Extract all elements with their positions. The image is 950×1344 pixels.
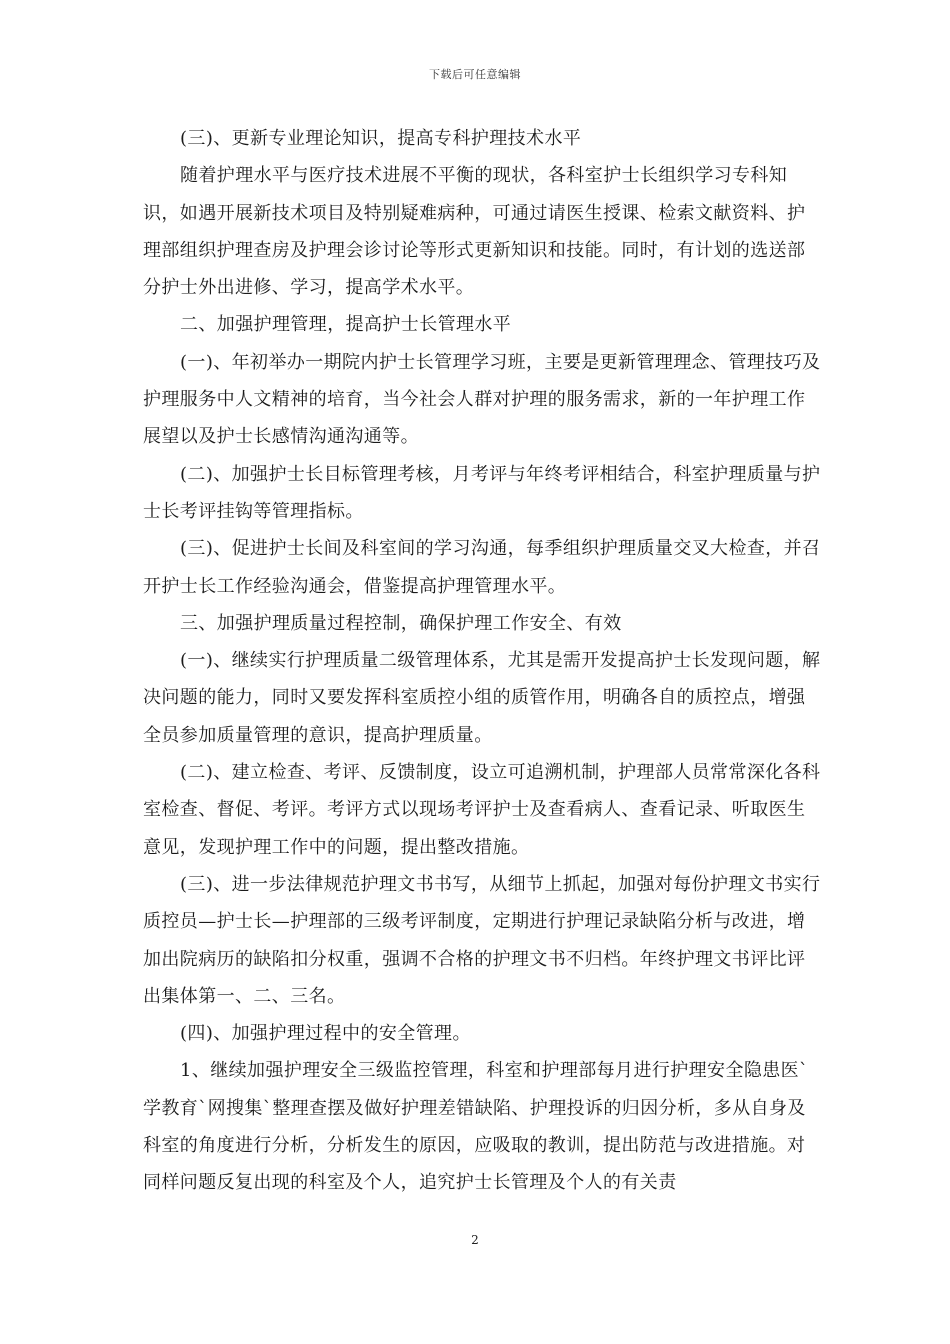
paragraph-6: (一)、继续实行护理质量二级管理体系，尤其是需开发提高护士长发现问题，解决问题的能力，同时又要发挥科室质控小组的质管作用，明确各自的质控点，增强全员参加质量管理的意识，提高护理质量。 [143, 650, 821, 746]
paragraph-5: (三)、促进护士长间及科室间的学习沟通，每季组织护理质量交叉大检查，并召开护士长工作经验沟通会，借鉴提高护理管理水平。 [143, 538, 821, 597]
section-heading-3: 三、加强护理质量过程控制，确保护理工作安全、有效 [180, 612, 622, 634]
paragraph-7: (二)、建立检查、考评、反馈制度，设立可追溯机制，护理部人员常常深化各科室检查、督促、考评。考评方式以现场考评护士及查看病人、查看记录、听取医生意见，发现护理工作中的问题，提出整改措施。 [143, 762, 821, 858]
paragraph-2: 随着护理水平与医疗技术进展不平衡的现状，各科室护士长组织学习专科知识，如遇开展新技术项目及特别疑难病种，可通过请医生授课、检索文献资料、护理部组织护理查房及护理会诊讨论等形式更新知识和技能。同时，有计划的选送部分护士外出进修、学习，提高学术水平。 [143, 165, 806, 299]
document-body [143, 120, 823, 1202]
paragraph-8: (三)、进一步法律规范护理文书书写，从细节上抓起，加强对每份护理文书实行质控员—护士长—护理部的三级考评制度，定期进行护理记录缺陷分析与改进，增加出院病历的缺陷扣分权重，强调不合格的护理文书不归档。年终护理文书评比评出集体第一、二、三名。 [143, 873, 821, 1007]
paragraph-4: (二)、加强护士长目标管理考核，月考评与年终考评相结合，科室护理质量与护士长考评挂钩等管理指标。 [143, 463, 821, 522]
paragraph-3: (一)、年初举办一期院内护士长管理学习班，主要是更新管理理念、管理技巧及护理服务中人文精神的培育，当今社会人群对护理的服务需求，新的一年护理工作展望以及护士长感情沟通沟通等。 [143, 351, 821, 448]
paragraph-10: 1、继续加强护理安全三级监控管理，科室和护理部每月进行护理安全隐患医`学教育`网搜集`整理查摆及做好护理差错缺陷、护理投诉的归因分析，多从自身及科室的角度进行分析，分析发生的原因，应吸取的教训，提出防范与改进措施。对同样问题反复出现的科室及个人，追究护士长管理及个人的有关责 [143, 1060, 809, 1194]
page-number: 2 [471, 1233, 479, 1247]
section-heading-2: 二、加强护理管理，提高护士长管理水平 [180, 314, 512, 336]
page-header: 下载后可任意编辑 [429, 68, 521, 81]
paragraph-9: (四)、加强护理过程中的安全管理。 [180, 1023, 471, 1045]
paragraph-1: (三)、更新专业理论知识，提高专科护理技术水平 [180, 128, 582, 149]
